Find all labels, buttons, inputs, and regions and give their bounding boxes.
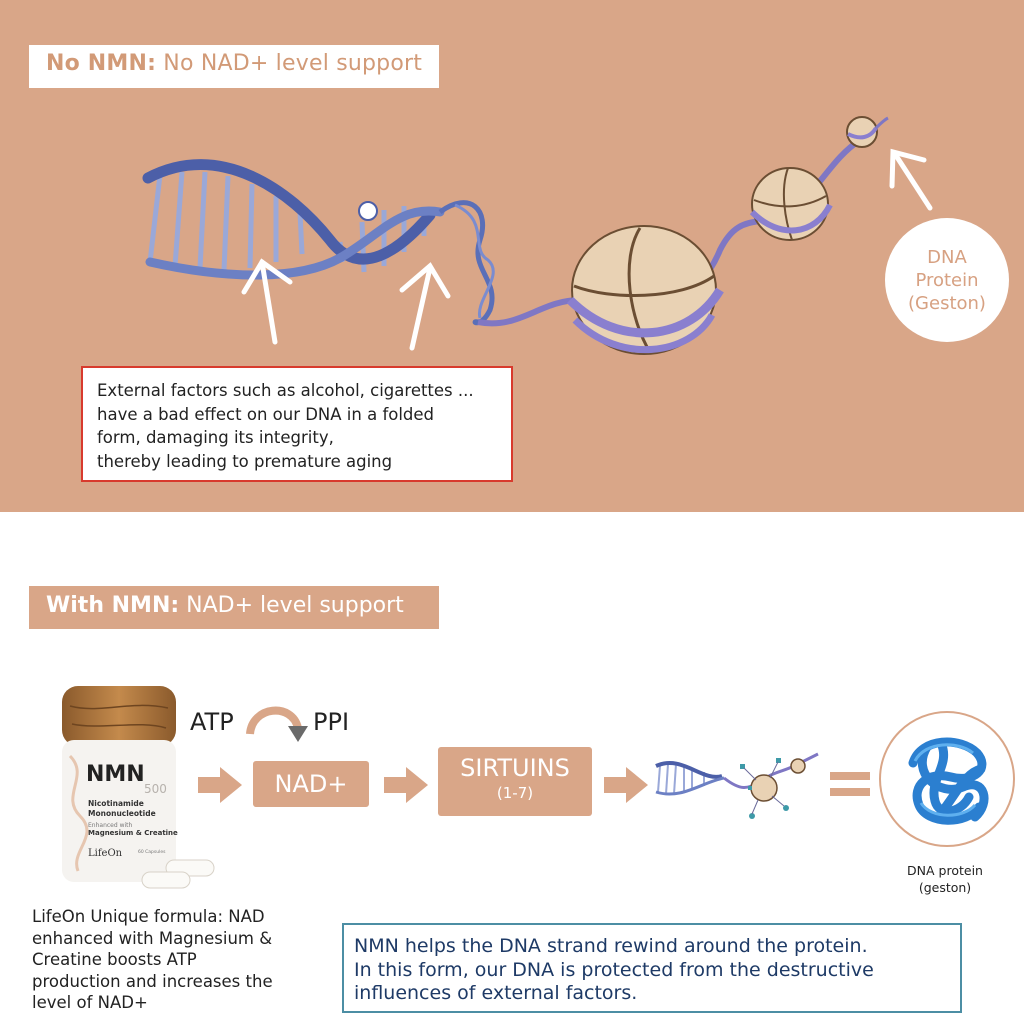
info-line: In this form, our DNA is protected from the destructive xyxy=(354,958,874,981)
arrow-right-icon xyxy=(384,767,428,803)
dna-helix-illustration xyxy=(652,742,824,826)
sirtuins-title: SIRTUINS xyxy=(460,754,570,782)
supplement-bottle xyxy=(60,686,178,886)
arrow-up-icon xyxy=(892,152,930,208)
bottle-brand: NMN xyxy=(86,762,145,787)
info-line: influences of external factors. xyxy=(354,982,638,1004)
arrow-right-icon xyxy=(604,767,648,803)
no-nmn-header-rest: No NAD+ level support xyxy=(156,51,423,76)
with-nmn-header-rest: NAD+ level support xyxy=(179,593,404,618)
warning-line: have a bad effect on our DNA in a folded xyxy=(97,404,435,424)
warning-box xyxy=(81,366,513,482)
with-nmn-header-bold: With NMN: xyxy=(46,593,180,618)
no-nmn-header-bold: No NMN: xyxy=(46,51,157,76)
arrow-up-icon xyxy=(402,266,448,348)
bottle-logo: LifeOn xyxy=(88,848,123,859)
with-nmn-header xyxy=(29,586,439,629)
bottle-enhanced-with: Magnesium & Creatine xyxy=(88,829,178,837)
sirtuins-box xyxy=(438,747,592,816)
sirtuins-sub: (1-7) xyxy=(496,784,534,802)
bottle-line2: Mononucleotide xyxy=(88,809,156,818)
protein-tangle-icon xyxy=(881,713,1013,845)
dna-protein-circle: DNA Protein (Geston) xyxy=(885,218,1009,342)
nucleosome-ball xyxy=(752,168,830,240)
info-line: NMN helps the DNA strand rewind around the protein. xyxy=(354,935,868,957)
dna-protein-caption: DNA protein (geston) xyxy=(907,863,983,895)
nucleosome-ball xyxy=(847,117,888,147)
protein-circle xyxy=(879,711,1015,847)
bottle-line1: Nicotinamide xyxy=(88,799,144,808)
arrow-right-icon xyxy=(198,767,242,803)
atp-label: ATP xyxy=(190,708,234,736)
bottle-enhanced: Enhanced with xyxy=(88,822,133,829)
dna-helix-illustration xyxy=(148,140,860,323)
formula-text: LifeOn Unique formula: NAD enhanced with Magnesium & Creatine boosts ATP production and increases the level of NAD+ xyxy=(32,907,273,1012)
nad-box: NAD+ xyxy=(253,761,369,807)
equals-sign xyxy=(830,766,870,802)
capsule-icon xyxy=(138,858,218,892)
nmn-info-box xyxy=(342,923,962,1013)
nucleosome-ball xyxy=(570,226,720,354)
bottle-dose: 500 xyxy=(144,782,167,796)
ppi-label: PPI xyxy=(313,708,350,736)
curved-arrow-icon xyxy=(244,700,308,744)
warning-line: form, damaging its integrity, xyxy=(97,428,334,447)
warning-line: thereby leading to premature aging xyxy=(97,451,393,471)
warning-line: External factors such as alcohol, cigarettes ... xyxy=(97,381,474,400)
bottle-count: 60 Capsules xyxy=(138,850,166,855)
